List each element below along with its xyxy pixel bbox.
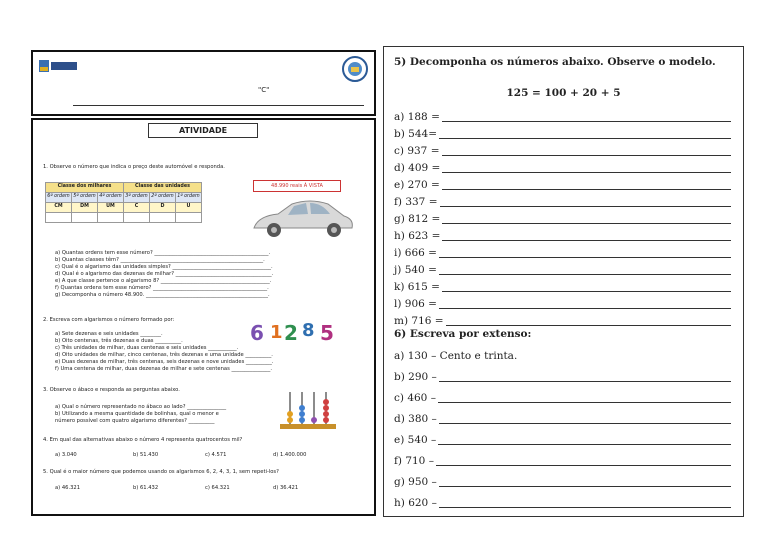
code-cell: CM	[46, 203, 72, 213]
q1-item-e: e) A que classe pertence o algarismo 8? __________________________________________.	[55, 278, 272, 284]
q2-item-b: b) Oito centenas, três dezenas e duas __________.	[55, 338, 183, 344]
decompose-label: j) 540 =	[394, 264, 437, 276]
decompose-label: b) 544=	[394, 128, 437, 140]
name-line[interactable]	[73, 105, 364, 106]
extenso-example: a) 130 – Cento e trinta.	[394, 350, 518, 362]
extenso-label: g) 950 –	[394, 476, 437, 488]
extenso-row[interactable]	[394, 434, 731, 447]
answer-cell[interactable]	[72, 213, 98, 223]
header-box	[31, 50, 376, 116]
class-header: Classe dos milhares	[46, 183, 124, 193]
class-label: "C"	[258, 86, 270, 94]
decompose-label: d) 409 =	[394, 162, 441, 174]
q3-item-b: b) Utilizando a mesma quantidade de bolinhas, qual o menor e	[55, 411, 219, 417]
answer-cell[interactable]	[98, 213, 124, 223]
decompose-label: g) 812 =	[394, 213, 441, 225]
decompose-row[interactable]	[394, 196, 731, 209]
extenso-label: f) 710 –	[394, 455, 434, 467]
extenso-label: b) 290 –	[394, 371, 437, 383]
extenso-row[interactable]	[394, 371, 731, 384]
activity-title: ATIVIDADE	[148, 123, 258, 138]
q1-item-a: a) Quantas ordens tem esse número? ____________________________________________.	[55, 250, 271, 256]
q2-item-f: f) Uma centena de milhar, duas dezenas de milhar e sete centenas _______________.	[55, 366, 273, 372]
q5-option-a[interactable]: a) 46.321	[55, 485, 81, 491]
q1-item-c: c) Qual é o algarismo das unidades simples? ______________________________________.	[55, 264, 273, 270]
abacus-icon	[278, 388, 338, 430]
decompose-row[interactable]	[394, 281, 731, 294]
question-2: 2. Escreva com algarismos o número formado por:	[43, 317, 175, 323]
answer-cell[interactable]	[176, 213, 202, 223]
decompose-label: l) 906 =	[394, 298, 437, 310]
code-cell: C	[124, 203, 150, 213]
right-worksheet	[383, 46, 744, 517]
extenso-label: d) 380 –	[394, 413, 437, 425]
answer-cell[interactable]	[150, 213, 176, 223]
decompose-label: i) 666 =	[394, 247, 437, 259]
q2-item-a: a) Sete dezenas e seis unidades ________.	[55, 331, 163, 337]
decompose-row[interactable]	[394, 111, 731, 124]
decompose-row[interactable]	[394, 247, 731, 260]
decompose-row[interactable]	[394, 213, 731, 226]
question-4: 4. Em qual das alternativas abaixo o número 4 representa quatrocentos mil?	[43, 437, 243, 443]
decompose-row[interactable]	[394, 264, 731, 277]
answer-cell[interactable]	[124, 213, 150, 223]
extenso-row[interactable]	[394, 455, 731, 468]
extenso-row[interactable]	[394, 392, 731, 405]
q2-item-e: e) Duas dezenas de milhar, três centenas, seis dezenas e nove unidades __________.	[55, 359, 274, 365]
municipal-seal-icon	[342, 56, 368, 82]
extenso-row[interactable]	[394, 476, 731, 489]
question-5: 5. Qual é o maior número que podemos usando os algarismos 6, 2, 4, 3, 1, sem repeti-los?	[43, 469, 279, 475]
decompose-row[interactable]	[394, 315, 731, 328]
colorful-numbers-icon	[246, 318, 338, 344]
code-cell: UM	[98, 203, 124, 213]
code-cell: DM	[72, 203, 98, 213]
decompose-label: m) 716 =	[394, 315, 444, 327]
q5-option-b[interactable]: b) 61.432	[133, 485, 159, 491]
order-cell: 3ª ordem	[124, 193, 150, 203]
decompose-label: a) 188 =	[394, 111, 440, 123]
extenso-label: c) 460 –	[394, 392, 436, 404]
extenso-label: h) 620 –	[394, 497, 437, 509]
class-header: Classe das unidades	[124, 183, 202, 193]
question-1: 1. Observe o número que indica o preço deste automóvel e responda.	[43, 164, 225, 170]
school-logo	[39, 59, 77, 73]
car-icon	[248, 194, 356, 244]
svg-text:6: 6	[250, 321, 264, 344]
q3-item-a: a) Qual o número representado no ábaco ao lado? _______________	[55, 404, 227, 410]
q4-option-b[interactable]: b) 51.430	[133, 452, 159, 458]
q1-item-g: g) Decomponha o número 48.900. _______________________________________________.	[55, 292, 270, 298]
q5-option-c[interactable]: c) 64.321	[205, 485, 230, 491]
answer-cell[interactable]	[46, 213, 72, 223]
order-cell: 1ª ordem	[176, 193, 202, 203]
svg-text:5: 5	[320, 321, 334, 344]
decompose-label: e) 270 =	[394, 179, 440, 191]
decompose-label: h) 623 =	[394, 230, 441, 242]
svg-text:2: 2	[284, 321, 298, 344]
decompose-row[interactable]	[394, 230, 731, 243]
extenso-row[interactable]	[394, 413, 731, 426]
left-worksheet	[31, 118, 376, 516]
order-cell: 5ª ordem	[72, 193, 98, 203]
q4-option-c[interactable]: c) 4.571	[205, 452, 227, 458]
decompose-row[interactable]	[394, 128, 731, 141]
question-3: 3. Observe o ábaco e responda as perguntas abaixo.	[43, 387, 180, 393]
q1-item-f: f) Quantas ordens tem esse número? ____________________________________________.	[55, 285, 269, 291]
extenso-title: 6) Escreva por extenso:	[394, 328, 532, 340]
q2-item-d: d) Oito unidades de milhar, cinco centenas, três dezenas e uma unidade __________.	[55, 352, 273, 358]
svg-text:1: 1	[270, 322, 283, 343]
q4-option-d[interactable]: d) 1.400.000	[273, 452, 307, 458]
q5-option-d[interactable]: d) 36.421	[273, 485, 299, 491]
price-tag: 48.990 reais À VISTA	[253, 180, 341, 192]
decompose-row[interactable]	[394, 298, 731, 311]
q3-item-b-cont: número possível com quatro algarismo diferentes? __________	[55, 418, 215, 424]
extenso-row[interactable]	[394, 497, 731, 510]
decompose-label: c) 937 =	[394, 145, 440, 157]
decompose-row[interactable]	[394, 162, 731, 175]
q4-option-a[interactable]: a) 3.040	[55, 452, 77, 458]
place-value-table	[45, 182, 202, 223]
q1-item-d: d) Qual é o algarismo das dezenas de milhar? _____________________________________.	[55, 271, 274, 277]
q2-item-c: c) Três unidades de milhar, duas centenas e seis unidades ___________.	[55, 345, 239, 351]
decompose-row[interactable]	[394, 179, 731, 192]
order-cell: 2ª ordem	[150, 193, 176, 203]
code-cell: U	[176, 203, 202, 213]
decompose-row[interactable]	[394, 145, 731, 158]
order-cell: 4ª ordem	[98, 193, 124, 203]
decompose-label: k) 615 =	[394, 281, 440, 293]
q1-item-b: b) Quantas classes têm? _______________________________________________________.	[55, 257, 265, 263]
decompose-label: f) 337 =	[394, 196, 438, 208]
decompose-title: 5) Decomponha os números abaixo. Observe o modelo.	[394, 56, 716, 68]
code-cell: D	[150, 203, 176, 213]
decompose-model: 125 = 100 + 20 + 5	[506, 87, 621, 99]
order-cell: 6ª ordem	[46, 193, 72, 203]
extenso-label: e) 540 –	[394, 434, 437, 446]
svg-text:8: 8	[302, 320, 315, 341]
